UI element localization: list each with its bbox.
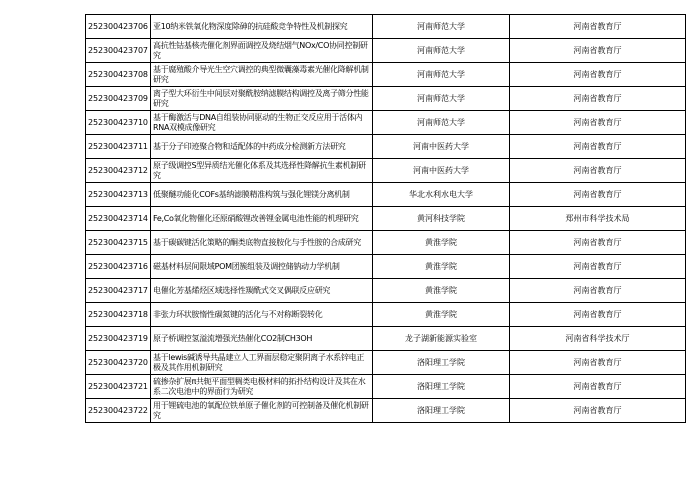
table-row xyxy=(86,87,686,111)
host-institution: 黄淮学院 xyxy=(373,255,510,279)
project-id: 252300423713 xyxy=(86,183,151,207)
table-row xyxy=(86,63,686,87)
project-id: 252300423718 xyxy=(86,303,151,327)
table-row xyxy=(86,111,686,135)
recommending-department: 河南省教育厅 xyxy=(510,351,686,375)
project-id: 252300423717 xyxy=(86,279,151,303)
table-row xyxy=(86,159,686,183)
project-title: 离子型大环衍生中间层对聚酰胺纳滤膜结构调控及离子筛分性能研究 xyxy=(151,87,373,111)
project-id: 252300423714 xyxy=(86,207,151,231)
table-row xyxy=(86,327,686,351)
host-institution: 洛阳理工学院 xyxy=(373,375,510,399)
table-row xyxy=(86,231,686,255)
host-institution: 龙子湖新能源实验室 xyxy=(373,327,510,351)
host-institution: 黄淮学院 xyxy=(373,279,510,303)
recommending-department: 河南省教育厅 xyxy=(510,111,686,135)
host-institution: 黄淮学院 xyxy=(373,231,510,255)
project-title: 电催化芳基烯烃区域选择性羰酰式交叉偶联反应研究 xyxy=(151,279,373,303)
project-id: 252300423712 xyxy=(86,159,151,183)
project-title: 亚10纳米铁氧化物深度除砷的抗硅酸竞争特性及机制探究 xyxy=(151,15,373,39)
recommending-department: 河南省教育厅 xyxy=(510,39,686,63)
project-id: 252300423721 xyxy=(86,375,151,399)
project-table xyxy=(85,14,686,423)
project-title: 基于腐殖酸介导光生空穴调控的典型微囊藻毒素光催化降解机制研究 xyxy=(151,63,373,87)
project-table-body xyxy=(86,15,686,423)
table-row xyxy=(86,183,686,207)
project-id: 252300423706 xyxy=(86,15,151,39)
host-institution: 河南师范大学 xyxy=(373,15,510,39)
project-title: 非张力环状胺惰性碳氮键的活化与不对称断裂转化 xyxy=(151,303,373,327)
project-title: Fe,Co氧化物催化还原硝酸锂改善锂金属电池性能的机理研究 xyxy=(151,207,373,231)
host-institution: 河南师范大学 xyxy=(373,87,510,111)
recommending-department: 河南省教育厅 xyxy=(510,279,686,303)
recommending-department: 河南省教育厅 xyxy=(510,87,686,111)
project-title: 原子桥调控氢溢流增强光热催化CO2制CH3OH xyxy=(151,327,373,351)
recommending-department: 河南省教育厅 xyxy=(510,375,686,399)
host-institution: 黄淮学院 xyxy=(373,303,510,327)
project-title: 低聚醚功能化COFs基纳滤膜精准构筑与强化锂镁分离机制 xyxy=(151,183,373,207)
recommending-department: 河南省科学技术厅 xyxy=(510,327,686,351)
project-title: 基于酶激活与DNA自组装协同驱动的生物正交反应用于活体内RNA双模成像研究 xyxy=(151,111,373,135)
project-title: 高抗性钴基核壳催化剂界面调控及烧结烟气NOx/CO协同控制研究 xyxy=(151,39,373,63)
project-title: 用于锂硫电池的氧配位铁单原子催化剂的可控制备及催化机制研究 xyxy=(151,399,373,423)
table-row xyxy=(86,135,686,159)
project-id: 252300423720 xyxy=(86,351,151,375)
recommending-department: 郑州市科学技术局 xyxy=(510,207,686,231)
project-id: 252300423722 xyxy=(86,399,151,423)
recommending-department: 河南省教育厅 xyxy=(510,159,686,183)
project-title: 磁基材料层间限域POM团簇组装及调控储钠动力学机制 xyxy=(151,255,373,279)
project-title: 硫掺杂扩展π共轭平面型稠类电极材料的拓扑结构设计及其在水系二次电池中的界面行为研究 xyxy=(151,375,373,399)
recommending-department: 河南省教育厅 xyxy=(510,399,686,423)
recommending-department: 河南省教育厅 xyxy=(510,63,686,87)
project-id: 252300423710 xyxy=(86,111,151,135)
host-institution: 河南中医药大学 xyxy=(373,159,510,183)
host-institution: 河南中医药大学 xyxy=(373,135,510,159)
table-row xyxy=(86,15,686,39)
project-title: 基于lewis碱诱导共晶建立人工界面层稳定聚阴离子水系锌电正极及其作用机制研究 xyxy=(151,351,373,375)
host-institution: 黄河科技学院 xyxy=(373,207,510,231)
table-row xyxy=(86,351,686,375)
recommending-department: 河南省教育厅 xyxy=(510,15,686,39)
project-id: 252300423715 xyxy=(86,231,151,255)
table-row xyxy=(86,375,686,399)
project-id: 252300423707 xyxy=(86,39,151,63)
host-institution: 河南师范大学 xyxy=(373,111,510,135)
recommending-department: 河南省教育厅 xyxy=(510,183,686,207)
host-institution: 华北水利水电大学 xyxy=(373,183,510,207)
project-id: 252300423711 xyxy=(86,135,151,159)
recommending-department: 河南省教育厅 xyxy=(510,135,686,159)
recommending-department: 河南省教育厅 xyxy=(510,303,686,327)
host-institution: 洛阳理工学院 xyxy=(373,399,510,423)
host-institution: 洛阳理工学院 xyxy=(373,351,510,375)
recommending-department: 河南省教育厅 xyxy=(510,255,686,279)
project-id: 252300423708 xyxy=(86,63,151,87)
project-id: 252300423719 xyxy=(86,327,151,351)
project-title: 原子级调控S型异质结光催化体系及其选择性降解抗生素机制研究 xyxy=(151,159,373,183)
host-institution: 河南师范大学 xyxy=(373,63,510,87)
project-id: 252300423709 xyxy=(86,87,151,111)
host-institution: 河南师范大学 xyxy=(373,39,510,63)
table-row xyxy=(86,39,686,63)
project-title: 基于碳碳键活化策略的酮类底物直接胺化与手性胺的合成研究 xyxy=(151,231,373,255)
project-id: 252300423716 xyxy=(86,255,151,279)
table-row xyxy=(86,303,686,327)
table-row xyxy=(86,255,686,279)
table-row xyxy=(86,207,686,231)
project-title: 基于分子印迹聚合物和适配体的中药成分检测新方法研究 xyxy=(151,135,373,159)
table-row xyxy=(86,399,686,423)
table-row xyxy=(86,279,686,303)
recommending-department: 河南省教育厅 xyxy=(510,231,686,255)
